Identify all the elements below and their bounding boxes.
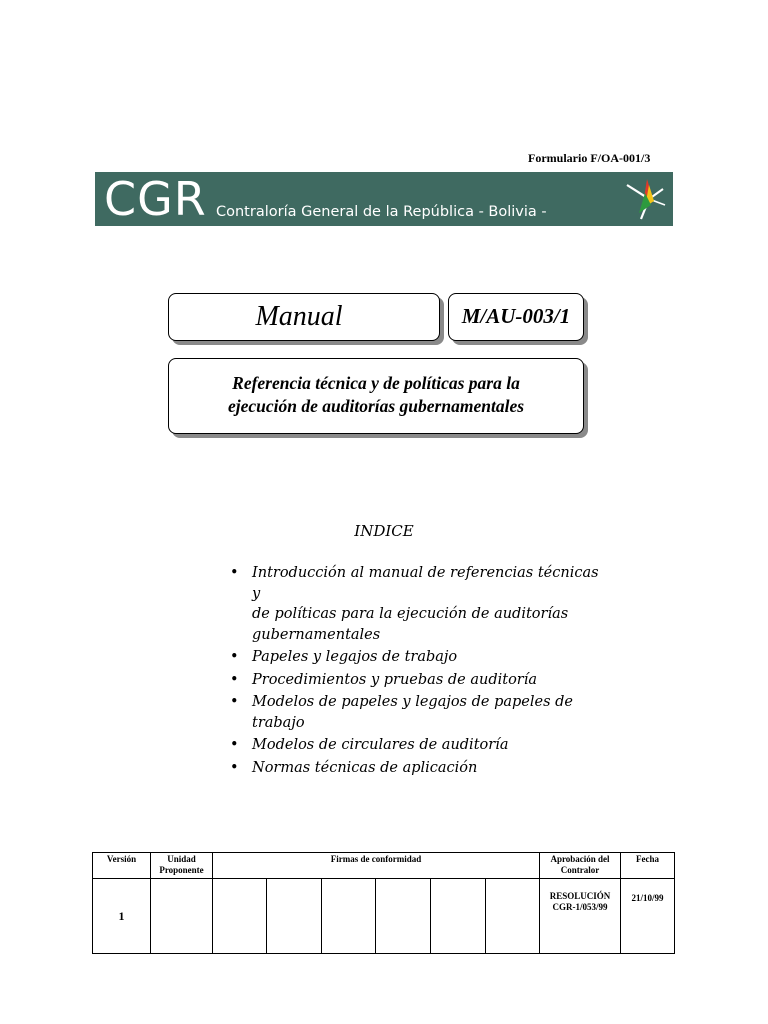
signature-cell: [486, 879, 540, 954]
manual-title-line-2: ejecución de auditorías gubernamentales: [227, 396, 525, 416]
index-item: [228, 692, 608, 733]
signature-cell: [213, 879, 267, 954]
resolution-cell: [540, 879, 621, 954]
manual-label: Manual: [255, 301, 343, 332]
star-arrows-logo-icon: [623, 175, 667, 223]
bullet-icon: •: [230, 565, 239, 581]
table-row: [93, 879, 675, 954]
header-approval-line-2: Contralor: [560, 865, 600, 875]
approval-table: [92, 852, 675, 954]
header-date: Fecha: [621, 853, 675, 879]
index-item-line: Modelos de papeles y legajos de papeles de: [252, 694, 574, 710]
index-item: [228, 647, 608, 668]
bullet-icon: •: [230, 759, 239, 776]
index-item-line: gubernamentales: [252, 626, 381, 643]
manual-label-box: [168, 293, 440, 341]
index-item-line: trabajo: [252, 714, 305, 731]
header-approval-line-1: Aprobación del: [550, 854, 610, 864]
bullet-icon: •: [230, 649, 239, 665]
banner-org-name: Contraloría General de la República - Bolivia -: [216, 204, 547, 220]
header-unit-line-1: Unidad: [167, 854, 196, 864]
index-item: [228, 670, 608, 691]
signature-cell: [322, 879, 376, 954]
manual-code: M/AU-003/1: [461, 304, 571, 328]
manual-title-line-1: Referencia técnica y de políticas para la: [232, 373, 520, 393]
header-unit-line-2: Proponente: [159, 865, 204, 875]
manual-title: [169, 372, 583, 418]
index-item-line: de políticas para la ejecución de auditorías: [252, 606, 569, 622]
resolution-line-1: RESOLUCIÓN: [549, 891, 611, 901]
manual-code-box: [448, 293, 584, 341]
cgr-banner: [95, 172, 673, 226]
bullet-icon: •: [230, 694, 239, 710]
signature-cell: [376, 879, 431, 954]
index-item-line: Modelos de circulares de auditoría: [252, 737, 509, 753]
unit-cell: [151, 879, 213, 954]
approval-table-header: [93, 853, 675, 879]
version-cell: 1: [93, 879, 151, 954]
bullet-icon: •: [230, 671, 239, 688]
date-cell: 21/10/99: [621, 879, 675, 954]
resolution-line-2: CGR-1/053/99: [552, 902, 608, 912]
signature-cell: [431, 879, 486, 954]
banner-abbrev: CGR: [104, 172, 207, 226]
signature-cell: [267, 879, 322, 954]
index-item-line: Introducción al manual de referencias técnicas y: [252, 565, 599, 602]
index-item: [228, 735, 608, 756]
header-approval: [540, 853, 621, 879]
form-code: Formulario F/OA-001/3: [528, 151, 651, 165]
header-signatures: Firmas de conformidad: [213, 853, 540, 879]
index-item-line: Normas técnicas de aplicación: [252, 759, 478, 776]
header-version: Versión: [93, 853, 151, 879]
index-item-line: Papeles y legajos de trabajo: [252, 649, 458, 665]
bullet-icon: •: [230, 737, 239, 753]
manual-title-box: [168, 358, 584, 434]
index-list: [228, 563, 608, 780]
index-item: [228, 758, 608, 779]
index-heading: INDICE: [354, 522, 414, 540]
index-item-line: Procedimientos y pruebas de auditoría: [252, 671, 538, 688]
header-unit: [151, 853, 213, 879]
index-item: [228, 563, 608, 645]
